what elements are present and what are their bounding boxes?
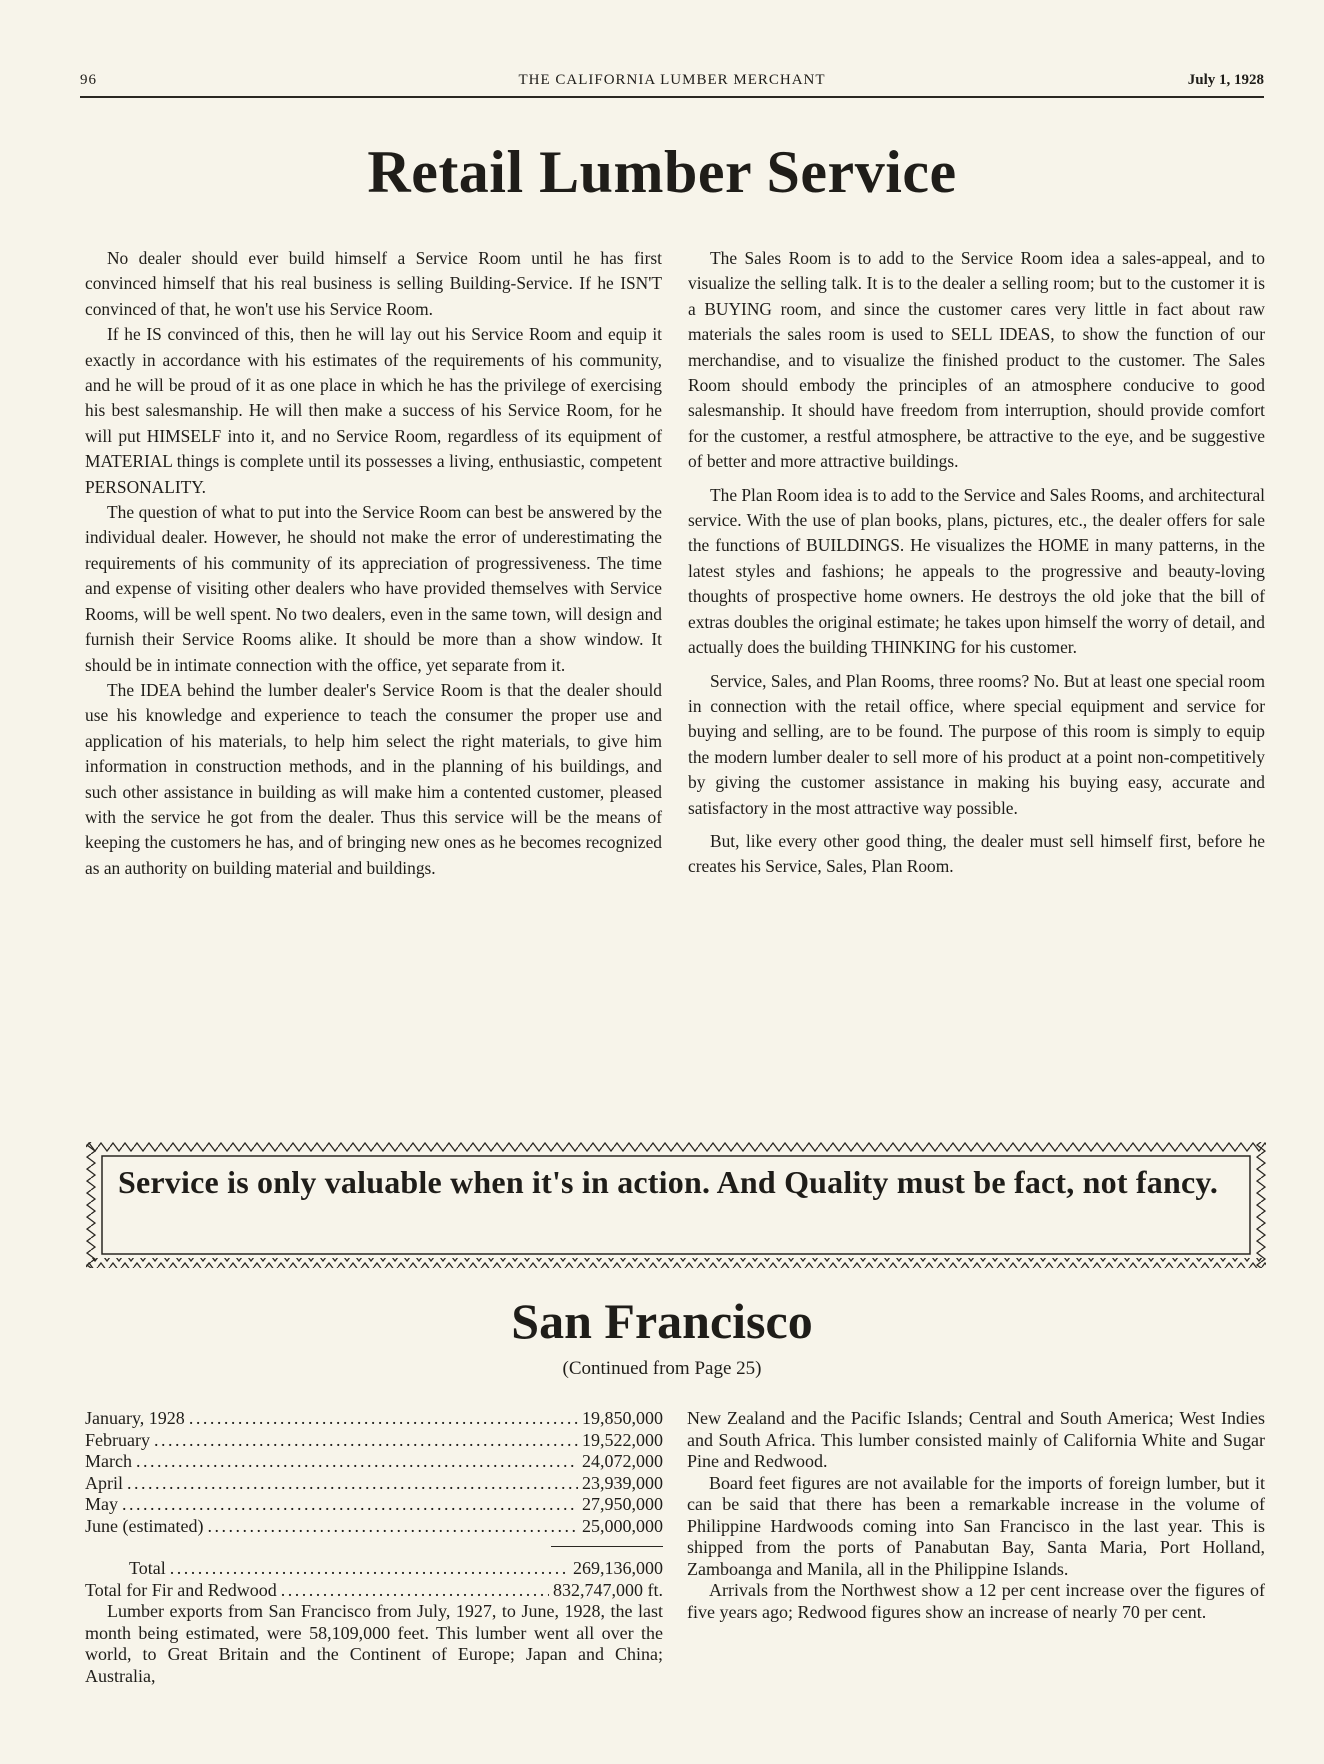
page-header	[80, 70, 1264, 98]
row-label: February	[85, 1429, 150, 1450]
total-fir-value: 832,747,000 ft.	[553, 1579, 663, 1600]
row-label: June (estimated)	[85, 1515, 204, 1536]
section-paragraph: New Zealand and the Pacific Islands; Central and South America; West Indies and South Africa. This lumber consisted mainly of California White and Sugar Pine and Redwood.	[687, 1408, 1265, 1471]
table-row	[85, 1408, 663, 1430]
table-row	[85, 1430, 663, 1452]
section-body	[85, 1408, 1265, 1687]
section-paragraph: Arrivals from the Northwest show a 12 per cent increase over the figures of five years ago; Redwood figures show an increase of nearly 70 per cent.	[687, 1580, 1265, 1622]
section-right-column	[687, 1408, 1265, 1687]
section-paragraph: Board feet figures are not available for the imports of foreign lumber, but it can be said that there has been a remarkable increase in the volume of Philippine Hardwoods coming into San Francisco in the last year. This is shipped from the ports of Panabutan Bay, Santa Maria, Port Holland, Zamboanga and Manila, all in the Philippine Islands.	[687, 1472, 1265, 1579]
article-paragraph: But, like every other good thing, the dealer must sell himself first, before he creates his Service, Sales, Plan Room.	[688, 830, 1265, 877]
row-label: January, 1928	[85, 1408, 185, 1428]
article-body	[85, 246, 1265, 881]
issue-date: July 1, 1928	[1187, 72, 1264, 88]
row-label: May	[85, 1494, 118, 1514]
row-label: April	[85, 1472, 123, 1493]
article-title: Retail Lumber Service	[367, 139, 957, 205]
article-paragraph: The Plan Room idea is to add to the Service and Sales Rooms, and architectural service. With the use of plan books, plans, pictures, etc., the dealer offers for sale the functions of BUILDINGS. He visualizes the HOME in many patterns, in the latest styles and fashions; he appeals to the progressive and beauty-loving thoughts of prospective home owners. He destroys the old joke that the bill of extras doubles the original estimate; he takes upon himself the worry of detail, and actually does the building THINKING for his customer.	[688, 484, 1265, 658]
row-value: 23,939,000	[582, 1472, 663, 1493]
continued-note: (Continued from Page 25)	[562, 1358, 762, 1379]
row-value: 27,950,000	[582, 1494, 663, 1514]
row-value: 19,850,000	[582, 1408, 663, 1428]
callout-box	[86, 1142, 1266, 1268]
section-paragraph: Lumber exports from San Francisco from July, 1927, to June, 1928, the last month being estimated, were 58,109,000 feet. This lumber went all over the world, to Great Britain and the Continent of Europe; Japan and China; Australia,	[85, 1601, 663, 1686]
sum-rule	[551, 1546, 663, 1547]
article-paragraph: Service, Sales, and Plan Rooms, three rooms? No. But at least one special room in connection with the retail office, where special equipment and service for buying and selling, are to be found. The purpose of this room is simply to equip the modern lumber dealer to sell more of his product at a point non-competitively by giving the customer assistance in making his buying easy, accurate and satisfactory in the most attractive way possible.	[688, 670, 1265, 818]
article-paragraph: No dealer should ever build himself a Service Room until he has first convinced himself that his real business is selling Building-Service. If he ISN'T convinced of that, he won't use his Service Room.	[85, 248, 662, 319]
section-title: San Francisco	[511, 1293, 813, 1349]
article-paragraph: The Sales Room is to add to the Service Room idea a sales-appeal, and to visualize the selling talk. It is to the dealer a selling room; but to the customer it is a BUYING room, and since the customer cares very little in fact about raw materials the sales room is used to SELL IDEAS, to show the function of our merchandise, and to visualize the finished product to the customer. The Sales Room should embody the principles of an atmosphere conducive to good salesmanship. It should have freedom from interruption, should provide comfort for the customer, a restful atmosphere, be attractive to the eye, and be suggestive of better and more attractive buildings.	[688, 248, 1265, 472]
callout-text: Service is only valuable when it's in action. And Quality must be fact, not fancy.	[118, 1164, 1219, 1200]
article-paragraph: The IDEA behind the lumber dealer's Service Room is that the dealer should use his knowledge and experience to teach the consumer the proper use and application of his materials, to help him select the right materials, to give him information in construction methods, and in the planning of his buildings, and such other assistance in building as will make him a contented customer, pleased with the service he got from the dealer. Thus this service will be the means of keeping the customers he has, and of bringing new ones as he becomes recognized as an authority on building material and buildings.	[85, 679, 662, 878]
article-paragraph: If he IS convinced of this, then he will lay out his Service Room and equip it exactly in accordance with his estimates of the requirements of his community, and he will be proud of it as one place in which he has the privilege of exercising his best salesmanship. He will then make a success of his Service Room, for he will put HIMSELF into it, and no Service Room, regardless of its equipment of MATERIAL things is complete until its possesses a living, enthusiastic, competent PERSONALITY.	[85, 324, 662, 497]
wavy-border	[86, 1142, 1266, 1268]
article-paragraph: The question of what to put into the Service Room can best be answered by the individual dealer. However, he should not make the error of underestimating the requirements of his community of its appreciation of progressiveness. The time and expense of visiting other dealers who have provided themselves with Service Rooms, will be well spent. No two dealers, even in the same town, will design and furnish their Service Rooms alike. It should be more than a show window. It should be in intimate connection with the office, yet separate from it.	[85, 502, 662, 675]
table-row	[85, 1451, 663, 1473]
row-value: 24,072,000	[582, 1451, 663, 1471]
table-row	[85, 1473, 663, 1495]
row-value: 25,000,000	[582, 1515, 663, 1536]
article-left-column	[85, 246, 662, 881]
total-fir-row	[85, 1580, 663, 1602]
masthead: THE CALIFORNIA LUMBER MERCHANT	[518, 72, 826, 88]
section-left-column	[85, 1408, 663, 1687]
total-label: Total	[129, 1558, 166, 1578]
table-row	[85, 1494, 663, 1516]
row-label: March	[85, 1451, 132, 1471]
article-right-column	[688, 246, 1265, 881]
total-row	[85, 1558, 663, 1580]
row-value: 19,522,000	[582, 1429, 663, 1450]
page-number: 96	[80, 72, 97, 88]
table-row	[85, 1516, 663, 1538]
total-fir-label: Total for Fir and Redwood	[85, 1579, 277, 1600]
total-value: 269,136,000	[573, 1558, 663, 1578]
